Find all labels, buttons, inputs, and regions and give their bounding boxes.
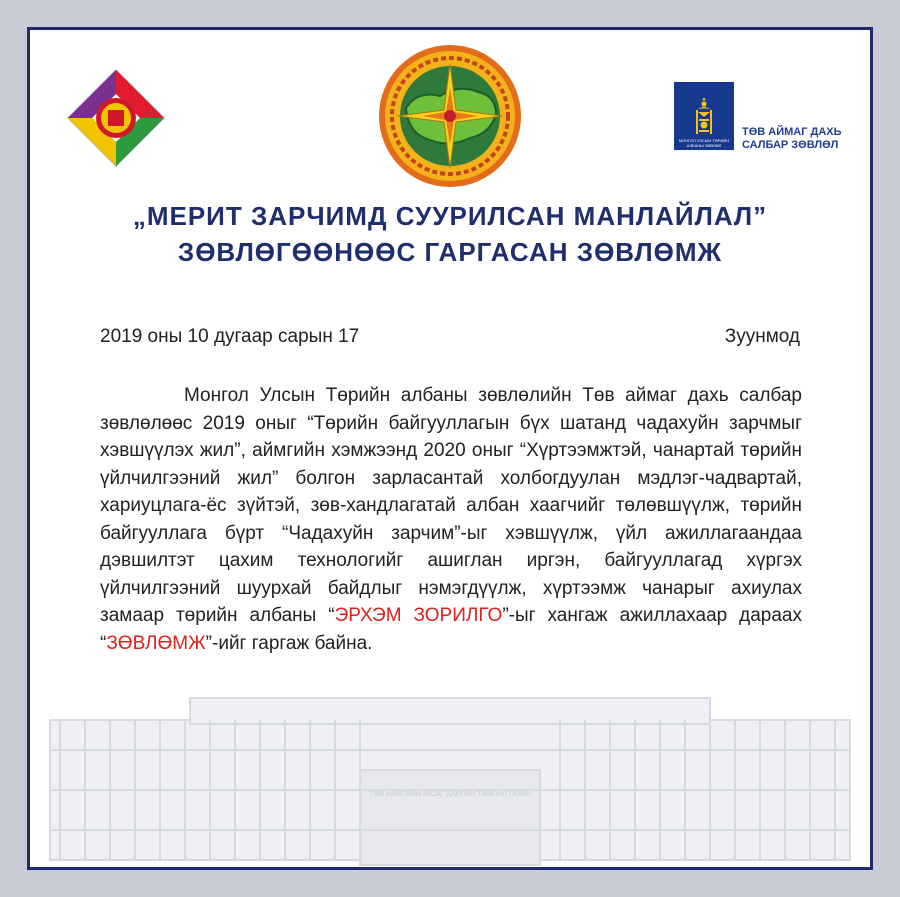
body-text [100,382,802,657]
body-paragraph [100,382,802,657]
diamond-emblem-icon [66,68,166,168]
highlight-recommendation: ЗӨВЛӨМЖ [106,632,206,654]
document-place: Зуунмод [724,326,800,347]
document-date: 2019 оны 10 дугаар сарын 17 [100,326,360,347]
dateline [100,326,800,348]
building-sign: ТӨВ АЙМГИЙН ЗАСАГ ДАРГЫН ТАМГЫН ГАЗАР [369,791,531,798]
body-text-part3: ”-ийг гаргаж байна. [205,632,373,654]
council-logo [674,82,842,151]
tuv-aimag-emblem-icon [378,44,522,188]
body-text-part2: ”-ыг хангаж ажиллахаар дараах “ [100,605,802,654]
emblem-caption: МОНГОЛ УЛСЫН ТӨРИЙН АЛБАНЫ ЗӨВЛӨЛ [678,138,730,148]
soyombo-emblem [674,82,734,150]
soyombo-icon [693,96,715,136]
highlight-mission: ЭРХЭМ ЗОРИЛГО [334,605,503,626]
council-name-line1: ТӨВ АЙМАГ ДАХЬ [742,126,842,138]
title-line2: ЗӨВЛӨГӨӨНӨӨС ГАРГАСАН ЗӨВЛӨМЖ [177,237,723,267]
document-frame [27,27,873,870]
page-title [30,198,870,270]
body-text-part1: Монгол Улсын Төрийн албаны зөвлөлийн Төв аймаг дахь салбар зөвлөлөөс 2019 оныг “Төрийн байгууллагын бүх шатанд чадахуйн зарчмыг хэвшүүлэх жил”, аймгийн хэмжээнд 2020 оныг “Хүртээмжтэй, чанартай төрийн үйлчилгээний жил” болгон зарласантай холбогдуулан мэдлэг-чадвартай, хариуцлага-ёс зүйтэй, зөв-хандлагатай албан хаагчийг төлөвшүүлж, төрийн байгууллага бүрт “Чадахуйн зарчим”-ыг хэвшүүлж, үйл ажиллагаандаа дэвшилтэт цахим технологийг ашиглан иргэн, байгууллагад хүргэх үйлчилгээний шуурхай байдлыг нэмэгдүүлж, хүртээмж чанарыг ахиулах замаар төрийн албаны “ [100,385,802,626]
title-line1: „МЕРИТ ЗАРЧИМД СУУРИЛСАН МАНЛАЙЛАЛ” [132,201,768,231]
council-name [742,126,852,152]
council-name-line2: САЛБАР ЗӨВЛӨЛ [742,139,839,151]
